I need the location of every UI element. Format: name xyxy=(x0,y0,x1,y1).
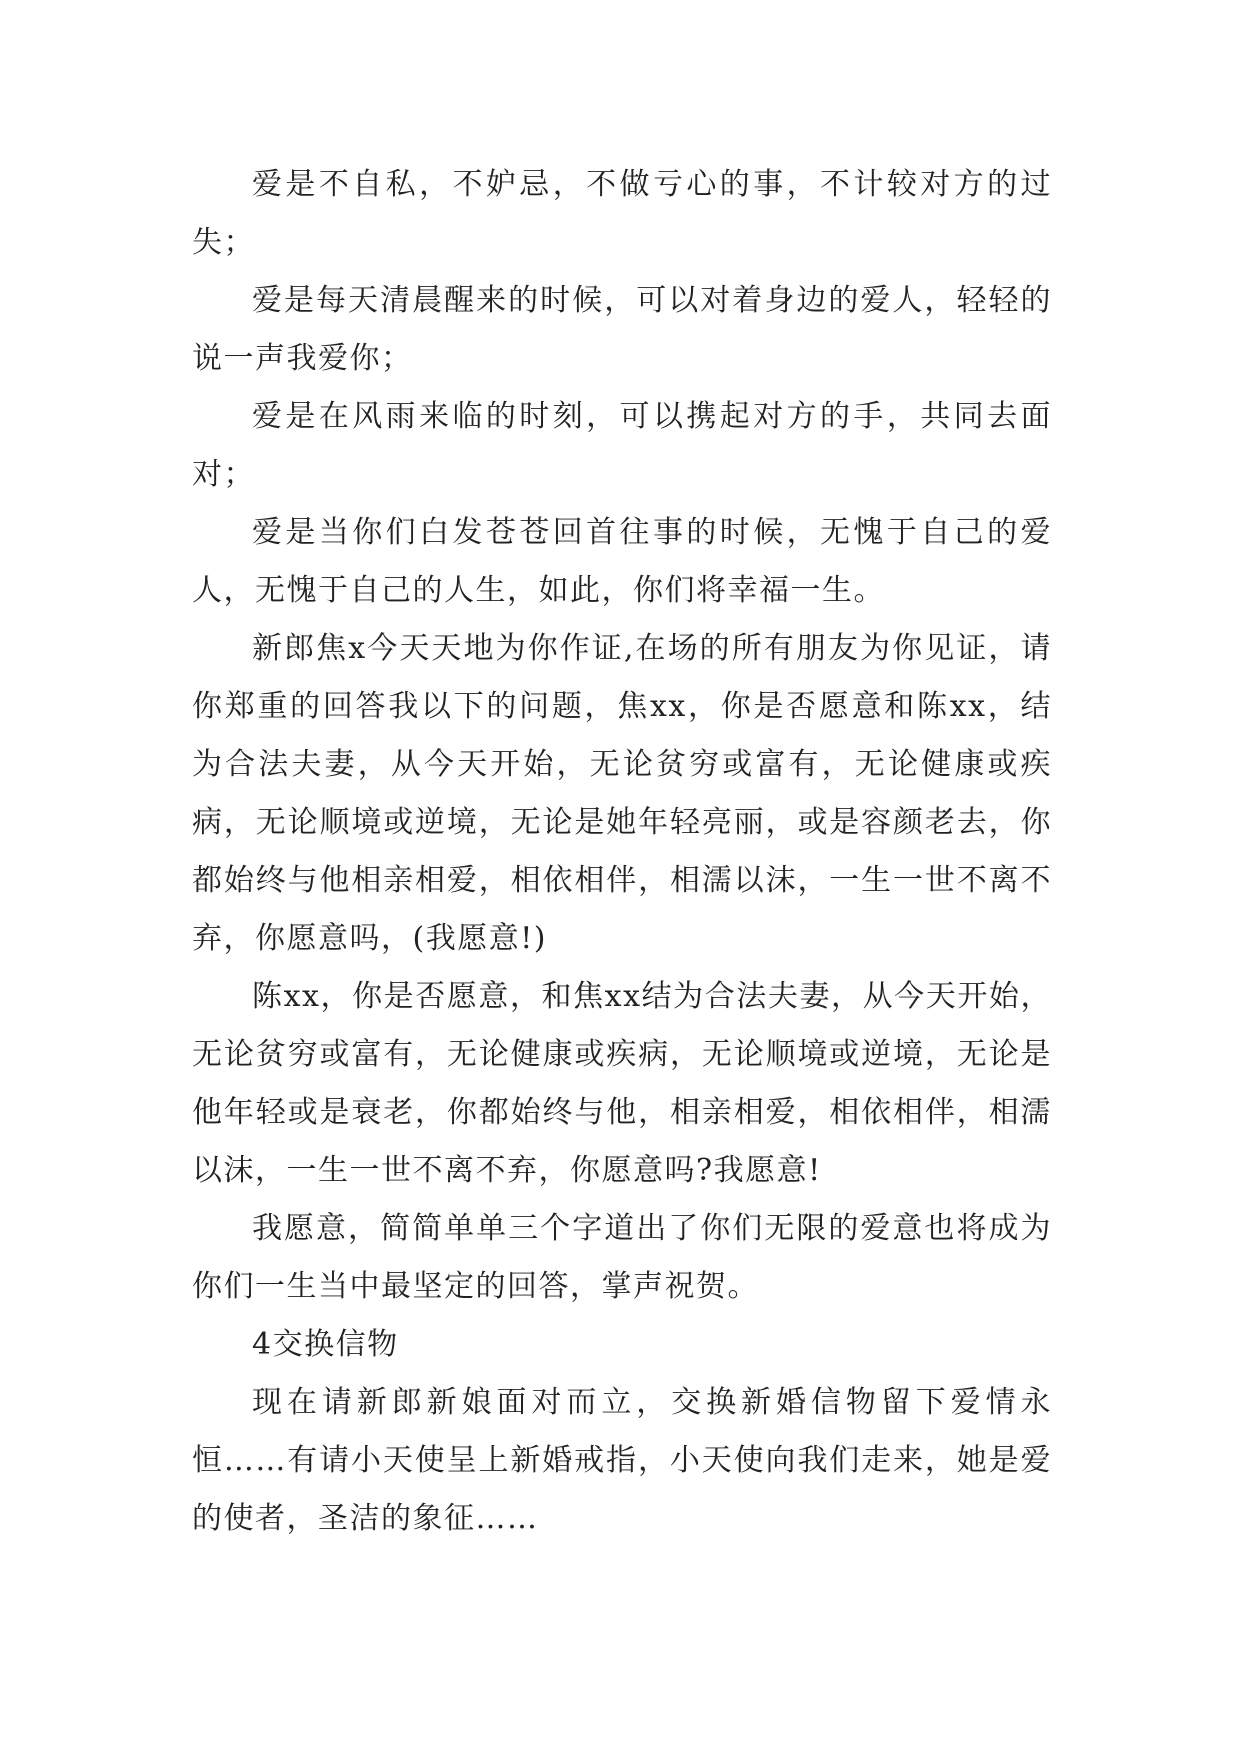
paragraph-groom-vow: 新郎焦x今天天地为你作证,在场的所有朋友为你见证，请你郑重的回答我以下的问题，焦xx，你是否愿意和陈xx，结为合法夫妻，从今天开始，无论贫穷或富有，无论健康或疾病，无论顺境或逆境，无论是她年轻亮丽，或是容颜老去，你都始终与他相亲相爱，相依相伴，相濡以沫，一生一世不离不弃，你愿意吗，(我愿意!) xyxy=(192,631,1052,956)
paragraph-exchange-rings: 现在请新郎新娘面对而立，交换新婚信物留下爱情永恒……有请小天使呈上新婚戒指，小天使向我们走来，她是爱的使者，圣洁的象征…… xyxy=(192,1385,1052,1536)
document-body xyxy=(192,156,1052,1548)
paragraph-bride-vow: 陈xx，你是否愿意，和焦xx结为合法夫妻，从今天开始，无论贫穷或富有，无论健康或疾病，无论顺境或逆境，无论是他年轻或是衰老，你都始终与他，相亲相爱，相依相伴，相濡以沫，一生一世不离不弃，你愿意吗?我愿意! xyxy=(192,979,1052,1188)
paragraph-love-old-age: 爱是当你们白发苍苍回首往事的时候，无愧于自己的爱人，无愧于自己的人生，如此，你们将幸福一生。 xyxy=(192,515,1052,608)
paragraph-love-morning: 爱是每天清晨醒来的时候，可以对着身边的爱人，轻轻的说一声我爱你； xyxy=(192,283,1052,376)
paragraph-love-storm: 爱是在风雨来临的时刻，可以携起对方的手，共同去面对； xyxy=(192,399,1052,492)
section-heading-exchange-tokens: 4交换信物 xyxy=(252,1327,399,1362)
paragraph-love-selfless: 爱是不自私，不妒忌，不做亏心的事，不计较对方的过失； xyxy=(192,167,1052,260)
paragraph-i-do: 我愿意，简简单单三个字道出了你们无限的爱意也将成为你们一生当中最坚定的回答，掌声祝贺。 xyxy=(192,1211,1052,1304)
